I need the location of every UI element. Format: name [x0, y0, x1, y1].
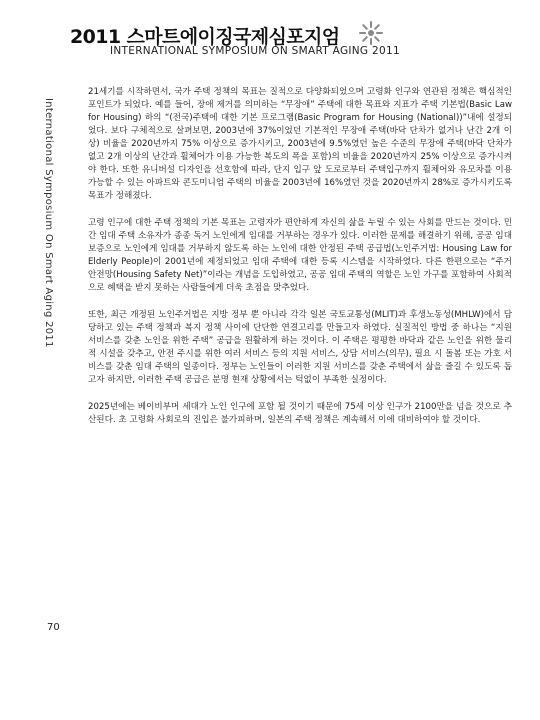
symposium-subtitle: INTERNATIONAL SYMPOSIUM ON SMART AGING 2011	[110, 45, 400, 57]
side-running-title	[40, 98, 54, 518]
symposium-logo-icon	[358, 20, 384, 46]
page-number: 70	[47, 622, 60, 633]
paragraph-2: 고령 인구에 대한 주택 정책의 기본 목표는 고령자가 편안하게 자신의 삶을 누릴 수 있는 사회를 만드는 것이다. 민간 임대 주택 소유자가 종종 독거 노인에게 임대를 거부하는 경우가 있다. 이러한 문제를 해결하기 위해, 공공 임대 보증으로 노인에게 임대를 거부하지 않도록 하는 노인에 대한 안정된 주택 공급법(노인주거법: Housing Law for Elderly People)이 2001년에 제정되었고 임대 주택에 대한 등록 시스템을 시작하였다. 다른 한편으로는 “주거 안전망(Housing Safety Net)”이라는 개념을 도입하였고, 공공 임대 주택의 역할은 노인 가구를 포함하여 사회적으로 혜택을 받지 못하는 사람들에게 더욱 초점을 맞추었다.	[88, 218, 512, 293]
page-header	[0, 0, 540, 64]
paragraph-4: 2025년에는 베이비부머 세대가 노인 인구에 포함 될 것이기 때문에 75세 이상 인구가 2100만을 넘을 것으로 추산된다. 초 고령화 사회로의 진입은 불가피하며, 일본의 주택 정책은 계속해서 이에 대비하여야 할 것이다.	[88, 402, 512, 425]
paragraph-1: 21세기를 시작하면서, 국가 주택 정책의 목표는 질적으로 다양화되었으며 고령화 인구와 연관된 정책은 핵심적인 포인트가 되었다. 예를 들어, 장애 제거를 의미하는 “무장애” 주택에 대한 목표와 지표가 주택 기본법(Basic Law for Housing) 하의 “(전국)주택에 대한 기본 프로그램(Basic Program for Housing (National))”내에 설정되었다. 보다 구체적으로 살펴보면, 2003년에 37%이었던 기본적인 무장애 주택(바닥 단차가 없거나 난간 2개 이상) 비율을 2020년까지 75% 이상으로 증가시키고, 2003년에 9.5%였던 높은 수준의 무장애 주택(바닥 단차가 없고 2개 이상의 난간과 휠체어가 이용 가능한 복도의 폭을 포함)의 비율을 2020년까지 25% 이상으로 증가시켜야 한다. 또한 유니버설 디자인을 선호함에 따라, 단지 입구 앞 도로로부터 주택입구까지 휠체어와 유모차를 이용 가능할 수 있는 아파트와 콘도미니엄 주택의 비율을 2003년에 16%였던 것을 2020년까지 28%로 증가시키도록 목표가 정해졌다.	[88, 87, 512, 201]
body-text	[88, 86, 512, 441]
paragraph-3: 또한, 최근 개정된 노인주거법은 지방 정부 뿐 아니라 각각 일본 국토교통성(MLIT)과 후생노동성(MHLW)에서 담당하고 있는 주택 정책과 복지 정책 사이에 단단한 연결고리를 만들고자 하였다. 실질적인 방법 중 하나는 “지원 서비스를 갖춘 노인을 위한 주택” 공급을 원활하게 하는 것이다. 이 주택은 평평한 바닥과 같은 노인을 위한 물리적 시설을 갖추고, 안전 주시를 위한 여러 서비스 등의 지원 서비스, 상담 서비스(의무), 필요 시 돌봄 또는 가호 서비스를 갖춘 임대 주택의 일종이다. 정부는 노인들이 이러한 지원 서비스를 갖춘 주택에서 삶을 즐길 수 있도록 돕고자 하지만, 이러한 주택 공급은 분명 현재 상황에서는 턱없이 부족한 실정이다.	[88, 310, 512, 385]
side-running-title-text: International Symposium On Smart Aging 2011	[43, 98, 54, 348]
symposium-title: 2011 스마트에이징국제심포지엄	[70, 26, 340, 48]
